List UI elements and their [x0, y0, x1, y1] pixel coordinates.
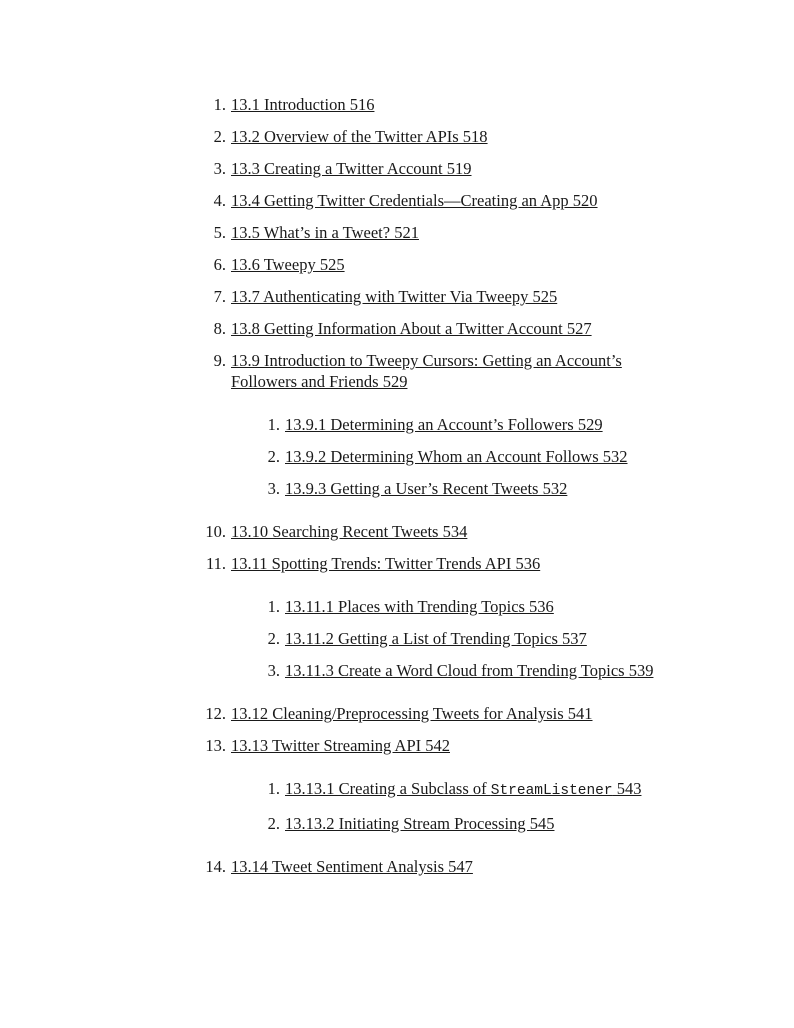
toc-item-number: 10. [205, 522, 226, 541]
toc-entry [231, 190, 598, 211]
toc-sublist [254, 414, 631, 499]
toc-entry [231, 286, 557, 307]
toc-link-13-5[interactable]: 13.5 What’s in a Tweet? 521 [231, 223, 419, 242]
toc-item-number: 14. [205, 857, 226, 876]
toc-entry [231, 350, 631, 510]
toc-subitem [254, 660, 653, 681]
toc-item-number: 2. [267, 629, 280, 648]
toc-entry [231, 553, 653, 692]
toc-entry [231, 735, 641, 845]
toc-item-number: 1. [267, 415, 280, 434]
toc-item [200, 350, 764, 510]
toc-entry [285, 478, 567, 499]
toc-item [200, 735, 764, 845]
toc-entry [285, 813, 554, 834]
toc-item-number: 3. [213, 159, 226, 178]
toc-item-number: 3. [267, 479, 280, 498]
toc-entry [231, 126, 488, 147]
toc-item-number: 11. [205, 554, 226, 573]
toc-item-number: 8. [213, 319, 226, 338]
toc-link-13-4[interactable]: 13.4 Getting Twitter Credentials—Creating an App 520 [231, 191, 598, 210]
toc-sublist [254, 778, 641, 834]
toc-entry [285, 596, 554, 617]
toc-entry [231, 521, 467, 542]
toc-item-number: 2. [267, 814, 280, 833]
toc-item [200, 521, 764, 542]
toc-item-number: 2. [213, 127, 226, 146]
toc-item [200, 190, 764, 211]
toc-item-number: 5. [213, 223, 226, 242]
toc-entry [231, 158, 472, 179]
toc-subitem [254, 813, 641, 834]
toc-link-13-13[interactable]: 13.13 Twitter Streaming API 542 [231, 736, 450, 755]
toc-link-13-9-3[interactable]: 13.9.3 Getting a User’s Recent Tweets 532 [285, 479, 568, 498]
toc-item-number: 1. [213, 95, 226, 114]
toc-link-text: 543 [612, 779, 642, 798]
toc-link-13-14[interactable]: 13.14 Tweet Sentiment Analysis 547 [231, 857, 473, 876]
toc-link-13-12[interactable]: 13.12 Cleaning/Preprocessing Tweets for Analysis 541 [231, 704, 593, 723]
toc-item-number: 4. [213, 191, 226, 210]
toc-item [200, 286, 764, 307]
toc-item [200, 222, 764, 243]
toc-link-13-2[interactable]: 13.2 Overview of the Twitter APIs 518 [231, 127, 488, 146]
toc-subitem [254, 628, 653, 649]
toc-link-13-13-2[interactable]: 13.13.2 Initiating Stream Processing 545 [285, 814, 555, 833]
toc-link-13-11-1[interactable]: 13.11.1 Places with Trending Topics 536 [285, 597, 554, 616]
toc-item [200, 158, 764, 179]
toc-link-13-11[interactable]: 13.11 Spotting Trends: Twitter Trends API 536 [231, 554, 541, 573]
toc-link-13-13-1[interactable] [285, 779, 641, 798]
toc-item-number: 1. [267, 779, 280, 798]
toc-entry [231, 856, 473, 877]
toc-item-number: 1. [267, 597, 280, 616]
toc-sublist [254, 596, 653, 681]
toc-entry [285, 778, 641, 802]
toc-link-13-3[interactable]: 13.3 Creating a Twitter Account 519 [231, 159, 472, 178]
toc-item-number: 12. [205, 704, 226, 723]
toc-item [200, 126, 764, 147]
toc-link-13-6[interactable]: 13.6 Tweepy 525 [231, 255, 345, 274]
toc-item [200, 318, 764, 339]
toc-subitem [254, 446, 631, 467]
toc-item-number: 2. [267, 447, 280, 466]
toc-item-number: 6. [213, 255, 226, 274]
toc-entry [231, 318, 592, 339]
toc-subitem [254, 596, 653, 617]
toc-entry [285, 446, 628, 467]
toc-link-13-8[interactable]: 13.8 Getting Information About a Twitter Account 527 [231, 319, 592, 338]
toc-item-number: 3. [267, 661, 280, 680]
toc-link-13-1[interactable]: 13.1 Introduction 516 [231, 95, 375, 114]
toc-link-13-9[interactable]: 13.9 Introduction to Tweepy Cursors: Getting an Account’s Followers and Friends 529 [231, 351, 622, 391]
toc-entry [285, 660, 653, 681]
toc-item [200, 553, 764, 692]
toc-link-text: 13.13.1 Creating a Subclass of [285, 779, 491, 798]
toc-entry [231, 94, 374, 115]
toc-entry [285, 414, 603, 435]
toc-subitem [254, 778, 641, 802]
toc-link-13-10[interactable]: 13.10 Searching Recent Tweets 534 [231, 522, 468, 541]
toc-entry [231, 254, 345, 275]
toc-link-13-7[interactable]: 13.7 Authenticating with Twitter Via Tweepy 525 [231, 287, 558, 306]
toc-link-13-11-2[interactable]: 13.11.2 Getting a List of Trending Topics 537 [285, 629, 587, 648]
toc-item-number: 7. [213, 287, 226, 306]
toc-item [200, 254, 764, 275]
toc-link-13-9-1[interactable]: 13.9.1 Determining an Account’s Followers 529 [285, 415, 603, 434]
toc-item [200, 94, 764, 115]
toc-item-number: 13. [205, 736, 226, 755]
toc-entry [231, 703, 593, 724]
inline-code: StreamListener [490, 783, 613, 799]
toc-item [200, 856, 764, 877]
toc-entry [231, 222, 419, 243]
toc-item-number: 9. [213, 351, 226, 370]
toc-link-13-9-2[interactable]: 13.9.2 Determining Whom an Account Follows 532 [285, 447, 628, 466]
toc-entry [285, 628, 587, 649]
toc-item [200, 703, 764, 724]
toc-subitem [254, 414, 631, 435]
toc-subitem [254, 478, 631, 499]
toc-link-13-11-3[interactable]: 13.11.3 Create a Word Cloud from Trending Topics 539 [285, 661, 654, 680]
